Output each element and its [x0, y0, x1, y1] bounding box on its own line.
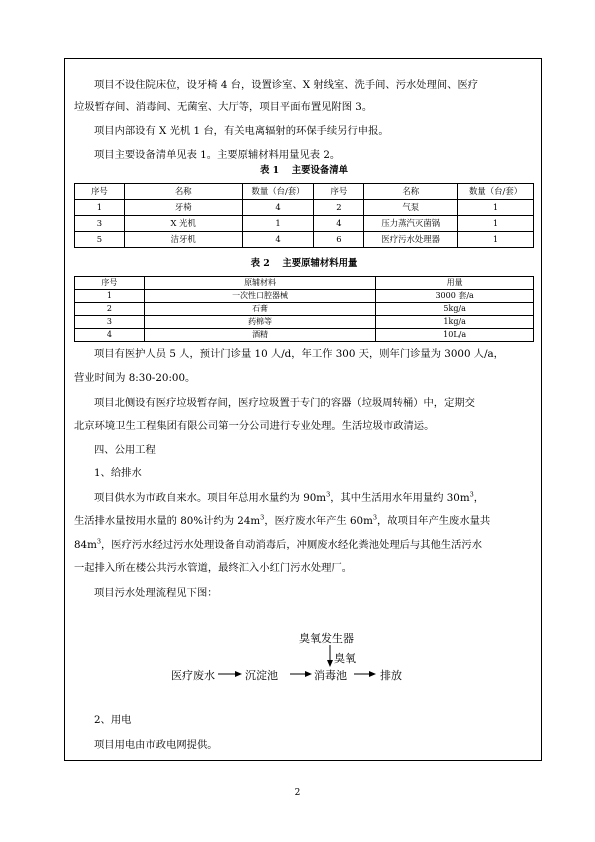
table-cell: 牙椅	[124, 200, 242, 216]
paragraph-flow-intro: 项目污水处理流程见下图：	[94, 587, 218, 599]
ozone-label: 臭氧	[334, 652, 356, 665]
paragraph-table-refs: 项目主要设备清单见表 1。主要原辅材料用量见表 2。	[94, 149, 341, 161]
superscript: 3	[96, 537, 102, 546]
table-cell: 4	[314, 216, 364, 232]
table-cell: 1	[458, 200, 534, 216]
table-cell: 5	[75, 232, 125, 248]
table-cell: 3000 套/a	[376, 290, 534, 303]
table-cell: 气泵	[364, 200, 458, 216]
paragraph-staff-line2: 营业时间为 8:30-20:00。	[74, 372, 196, 384]
header-cell: 数量（台/套）	[242, 184, 314, 200]
header-cell: 名称	[364, 184, 458, 200]
table-cell: 石膏	[144, 303, 375, 316]
table-cell: 3	[75, 316, 145, 329]
superscript: 3	[372, 513, 377, 522]
text-run: 项目供水为市政自来水。项目年总用水量约为 90m	[94, 492, 327, 504]
superscript: 3	[469, 490, 474, 499]
header-cell: 序号	[314, 184, 364, 200]
table-cell: 洁牙机	[124, 232, 242, 248]
header-cell: 原辅材料	[144, 277, 375, 290]
text-run: ，医疗废水年产生 60m	[264, 515, 373, 527]
sedimentation-node: 沉淀池	[245, 669, 278, 682]
paragraph-layout-line1: 项目不设住院床位，设牙椅 4 台，设置诊室、X 射线室、洗手间、污水处理间、医疗	[94, 79, 479, 91]
paragraph-xray: 项目内部设有 X 光机 1 台，有关电离辐射的环保手续另行申报。	[94, 125, 389, 137]
table-cell: 10L/a	[376, 329, 534, 342]
table-cell: 1	[75, 290, 145, 303]
table-cell: 4	[242, 200, 314, 216]
table-cell: 2	[314, 200, 364, 216]
paragraph-staff-line1: 项目有医护人员 5 人，预计门诊量 10 人/d，年工作 300 天，则年门诊量为 3000 人/a，	[94, 348, 504, 360]
waste-water-node: 医疗废水	[171, 669, 215, 682]
table-cell: 医疗污水处理器	[364, 232, 458, 248]
paragraph-water-line4: 一起排入所在楼公共污水管道，最终汇入小红门污水处理厂。	[74, 562, 353, 574]
table-cell: 5kg/a	[376, 303, 534, 316]
header-cell: 名称	[124, 184, 242, 200]
subheading-water: 1、给排水	[94, 467, 142, 479]
paragraph-electricity: 项目用电由市政电网提供。	[94, 739, 218, 751]
text-run: ，故项目年产生废水量共	[376, 515, 491, 527]
table-cell: 1	[75, 200, 125, 216]
page-number: 2	[294, 788, 301, 798]
ozone-generator-label: 臭氧发生器	[299, 632, 354, 645]
text-run: 生活排水量按用水量的 80%计约为 24m	[74, 515, 261, 527]
table-cell: 1	[458, 232, 534, 248]
header-cell: 用量	[376, 277, 534, 290]
disinfection-node: 消毒池	[314, 669, 347, 682]
superscript: 3	[260, 513, 265, 522]
table-cell: 1	[242, 216, 314, 232]
paragraph-layout-line2: 垃圾暂存间、消毒间、无菌室、大厅等，项目平面布置见附图 3。	[74, 101, 373, 113]
text-run: 84m	[74, 539, 97, 551]
paragraph-waste-line2: 北京环境卫生工程集团有限公司第一分公司进行专业处理。生活垃圾市政清运。	[74, 420, 435, 432]
table-cell: 3	[75, 216, 125, 232]
table-cell: 4	[242, 232, 314, 248]
header-cell: 数量（台/套）	[458, 184, 534, 200]
text-run: ，	[473, 492, 485, 504]
text-run: ，其中生活用水年用量约 30m	[330, 492, 470, 504]
table-cell: 酒精	[144, 329, 375, 342]
table1-caption: 表 1 主要设备清单	[259, 165, 349, 176]
table-cell: 压力蒸汽灭菌锅	[364, 216, 458, 232]
section-heading-utilities: 四、公用工程	[94, 444, 156, 456]
header-cell: 序号	[75, 277, 145, 290]
table-cell: 一次性口腔器械	[144, 290, 375, 303]
subheading-electricity: 2、用电	[94, 714, 132, 726]
table2-caption: 表 2 主要原辅材料用量	[250, 258, 358, 269]
superscript: 3	[326, 490, 331, 499]
table-cell: X 光机	[124, 216, 242, 232]
text-run: ，医疗污水经过污水处理设备自动消毒后，冲厕废水经化粪池处理后与其他生活污水	[101, 539, 482, 551]
table-cell: 6	[314, 232, 364, 248]
table-cell: 1kg/a	[376, 316, 534, 329]
table-cell: 1	[458, 216, 534, 232]
table-cell: 4	[75, 329, 145, 342]
paragraph-waste-line1: 项目北侧设有医疗垃圾暂存间，医疗垃圾置于专门的容器（垃圾周转桶）中，定期交	[94, 397, 475, 409]
discharge-node: 排放	[380, 669, 402, 682]
header-cell: 序号	[75, 184, 125, 200]
table-cell: 2	[75, 303, 145, 316]
table-cell: 药棉等	[144, 316, 375, 329]
